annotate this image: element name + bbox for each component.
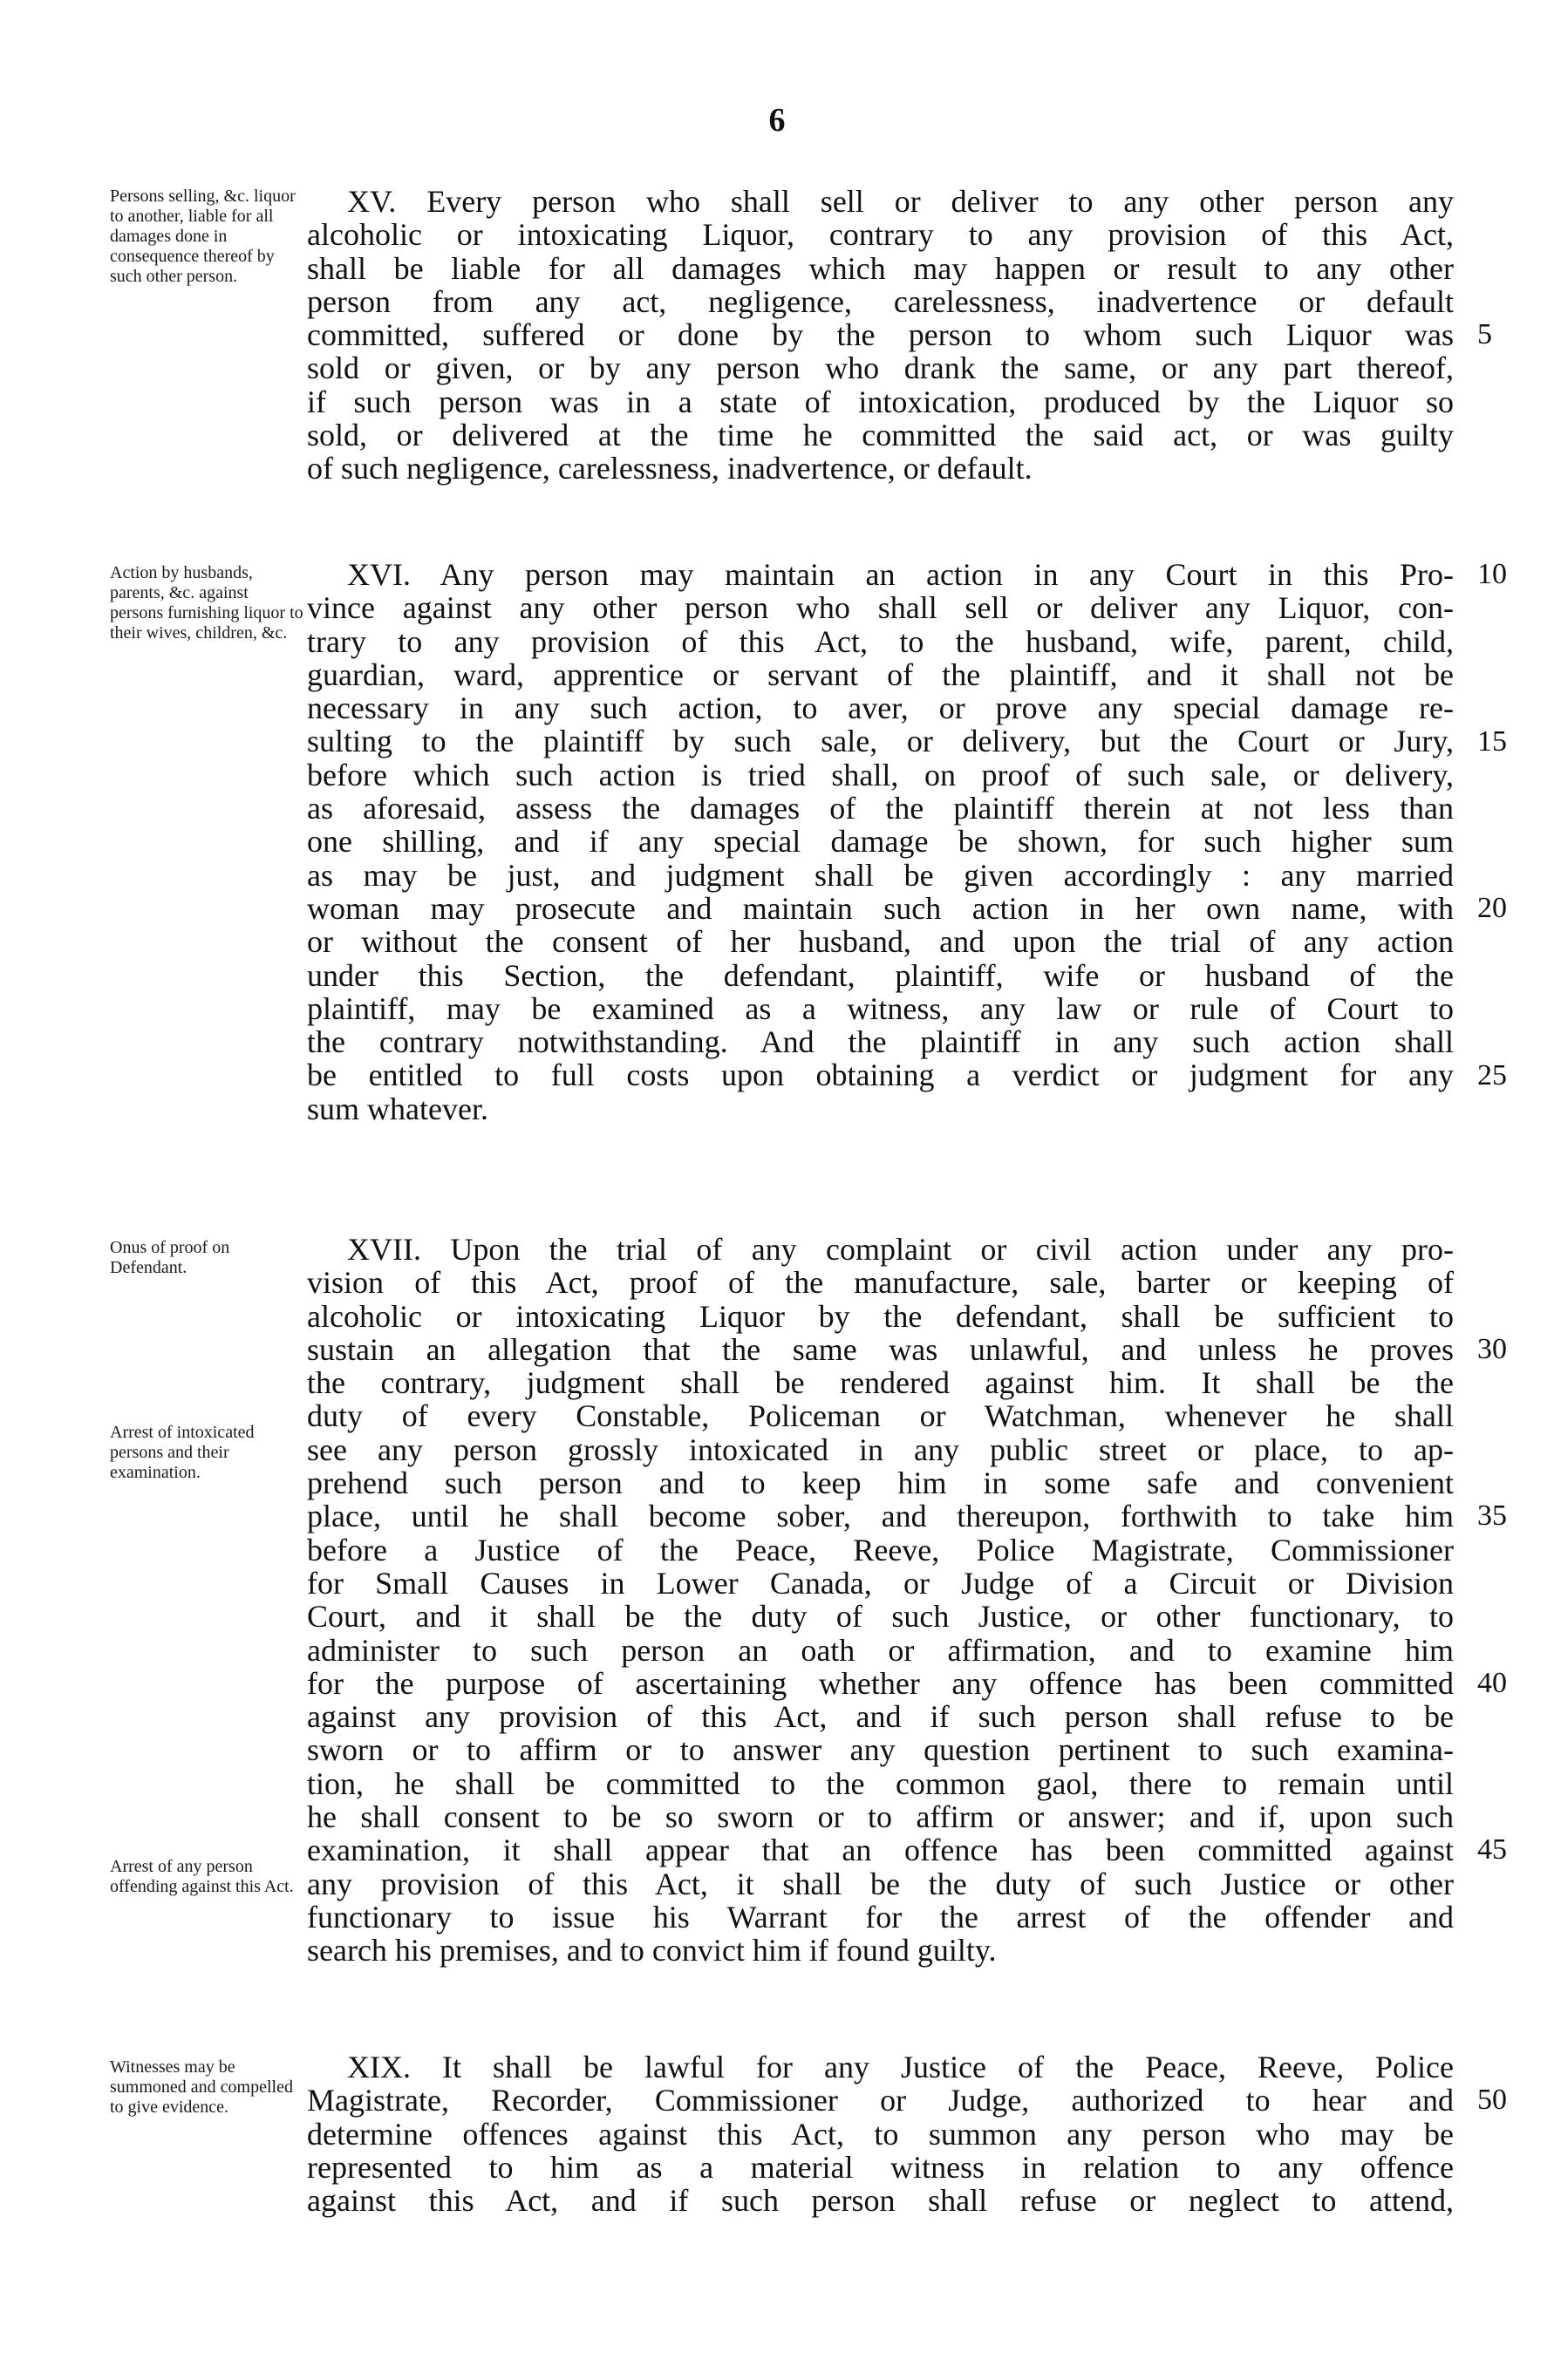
text-line: sulting to the plaintiff by such sale, or delivery, but the Court or Jury, xyxy=(307,724,1454,759)
marginal-note: Action by husbands, parents, &c. against persons furnishing liquor to their wives, children, &c. xyxy=(110,563,303,643)
text-line: alcoholic or intoxicating Liquor by the defendant, shall be sufficient to xyxy=(307,1298,1454,1334)
marginal-note: Witnesses may be summoned and compelled to give evidence. xyxy=(110,2057,293,2117)
text-line: sold, or delivered at the time he committed the said act, or was guilty xyxy=(307,418,1454,453)
text-line: alcoholic or intoxicating Liquor, contrary to any provision of this Act, xyxy=(307,217,1454,253)
text-line: place, until he shall become sober, and thereupon, forthwith to take him xyxy=(307,1499,1454,1534)
text-line: guardian, ward, apprentice or servant of the plaintiff, and it shall not be xyxy=(307,656,1454,692)
line-number: 45 xyxy=(1477,1833,1507,1867)
line-number: 5 xyxy=(1477,318,1492,351)
section-body xyxy=(307,558,1454,1125)
text-line: vision of this Act, proof of the manufacture, sale, barter or keeping of xyxy=(307,1265,1454,1301)
marginal-note: Arrest of any person offending against this Act. xyxy=(110,1857,294,1896)
line-number: 20 xyxy=(1477,892,1507,924)
text-line: represented to him as a material witness in relation to any offence xyxy=(307,2149,1454,2185)
text-line: before which such action is tried shall, on proof of such sale, or delivery, xyxy=(307,757,1454,792)
line-number: 10 xyxy=(1477,558,1507,590)
text-line: if such person was in a state of intoxication, produced by the Liquor so xyxy=(307,384,1454,419)
text-line: against any provision of this Act, and if such person shall refuse to be xyxy=(307,1699,1454,1735)
section-body xyxy=(307,2050,1454,2217)
section-body xyxy=(307,185,1454,486)
line-number: 50 xyxy=(1477,2084,1507,2117)
text-line: woman may prosecute and maintain such action in her own name, with xyxy=(307,890,1454,926)
text-line: XIX. It shall be lawful for any Justice of the Peace, Reeve, Police xyxy=(347,2050,1454,2084)
text-line: sold or given, or by any person who drank the same, or any part thereof, xyxy=(307,350,1454,386)
text-line: sworn or to affirm or to answer any question pertinent to such examina- xyxy=(307,1732,1454,1768)
text-line: for Small Causes in Lower Canada, or Judge of a Circuit or Division xyxy=(307,1565,1454,1601)
text-line: the contrary, judgment shall be rendered against him. It shall be the xyxy=(307,1365,1454,1401)
text-line: sustain an allegation that the same was unlawful, and unless he proves xyxy=(307,1331,1454,1367)
text-line: he shall consent to be so sworn or to affirm or answer; and if, upon such xyxy=(307,1799,1454,1835)
line-number: 35 xyxy=(1477,1499,1507,1533)
text-line: search his premises, and to convict him if found guilty. xyxy=(307,1933,997,1969)
text-line: committed, suffered or done by the person to whom such Liquor was xyxy=(307,317,1454,353)
text-line: Court, and it shall be the duty of such Justice, or other functionary, to xyxy=(307,1599,1454,1635)
text-line: before a Justice of the Peace, Reeve, Police Magistrate, Commissioner xyxy=(307,1532,1454,1567)
page-number: 6 xyxy=(768,102,786,139)
text-line: or without the consent of her husband, and upon the trial of any action xyxy=(307,924,1454,960)
line-number: 40 xyxy=(1477,1666,1507,1699)
text-line: under this Section, the defendant, plaintiff, wife or husband of the xyxy=(307,957,1454,993)
text-line: determine offences against this Act, to summon any person who may be xyxy=(307,2116,1454,2152)
text-line: trary to any provision of this Act, to the husband, wife, parent, child, xyxy=(307,623,1454,659)
text-line: one shilling, and if any special damage be shown, for such higher sum xyxy=(307,824,1454,860)
text-line: necessary in any such action, to aver, or prove any special damage re- xyxy=(307,690,1454,726)
text-line: XVI. Any person may maintain an action in any Court in this Pro- xyxy=(347,557,1454,592)
text-line: prehend such person and to keep him in some safe and convenient xyxy=(307,1465,1454,1501)
marginal-note: Onus of proof on Defendant. xyxy=(110,1238,230,1277)
line-number: 25 xyxy=(1477,1058,1507,1091)
text-line: shall be liable for all damages which may happen or result to any other xyxy=(307,250,1454,286)
text-line: be entitled to full costs upon obtaining a verdict or judgment for any xyxy=(307,1057,1454,1093)
text-line: administer to such person an oath or affirmation, and to examine him xyxy=(307,1632,1454,1668)
marginal-note: Persons selling, &c. liquor to another, liable for all damages done in consequence thereof by such other person. xyxy=(110,187,296,286)
text-line: examination, it shall appear that an offence has been committed against xyxy=(307,1833,1454,1868)
text-line: against this Act, and if such person shall refuse or neglect to attend, xyxy=(307,2183,1454,2219)
text-line: of such negligence, carelessness, inadvertence, or default. xyxy=(307,451,1033,486)
marginal-note: Arrest of intoxicated persons and their examination. xyxy=(110,1423,255,1482)
text-line: duty of every Constable, Policeman or Watchman, whenever he shall xyxy=(307,1398,1454,1434)
section-body xyxy=(307,1233,1454,1968)
text-line: the contrary notwithstanding. And the plaintiff in any such action shall xyxy=(307,1024,1454,1060)
text-line: functionary to issue his Warrant for the arrest of the offender and xyxy=(307,1899,1454,1935)
text-line: as aforesaid, assess the damages of the plaintiff therein at not less than xyxy=(307,791,1454,826)
text-line: Magistrate, Recorder, Commissioner or Judge, authorized to hear and xyxy=(307,2083,1454,2118)
text-line: see any person grossly intoxicated in any public street or place, to ap- xyxy=(307,1431,1454,1467)
text-line: XV. Every person who shall sell or deliver to any other person any xyxy=(347,184,1454,219)
text-line: person from any act, negligence, carelessness, inadvertence or default xyxy=(307,283,1454,319)
text-line: vince against any other person who shall sell or deliver any Liquor, con- xyxy=(307,590,1454,626)
text-line: XVII. Upon the trial of any complaint or civil action under any pro- xyxy=(347,1232,1454,1267)
line-number: 30 xyxy=(1477,1332,1507,1365)
text-line: plaintiff, may be examined as a witness, any law or rule of Court to xyxy=(307,990,1454,1026)
text-line: any provision of this Act, it shall be the duty of such Justice or other xyxy=(307,1866,1454,1901)
line-number: 15 xyxy=(1477,724,1507,758)
text-line: for the purpose of ascertaining whether any offence has been committed xyxy=(307,1665,1454,1701)
text-line: sum whatever. xyxy=(307,1091,488,1126)
text-line: tion, he shall be committed to the common gaol, there to remain until xyxy=(307,1765,1454,1801)
text-line: as may be just, and judgment shall be given accordingly : any married xyxy=(307,857,1454,893)
